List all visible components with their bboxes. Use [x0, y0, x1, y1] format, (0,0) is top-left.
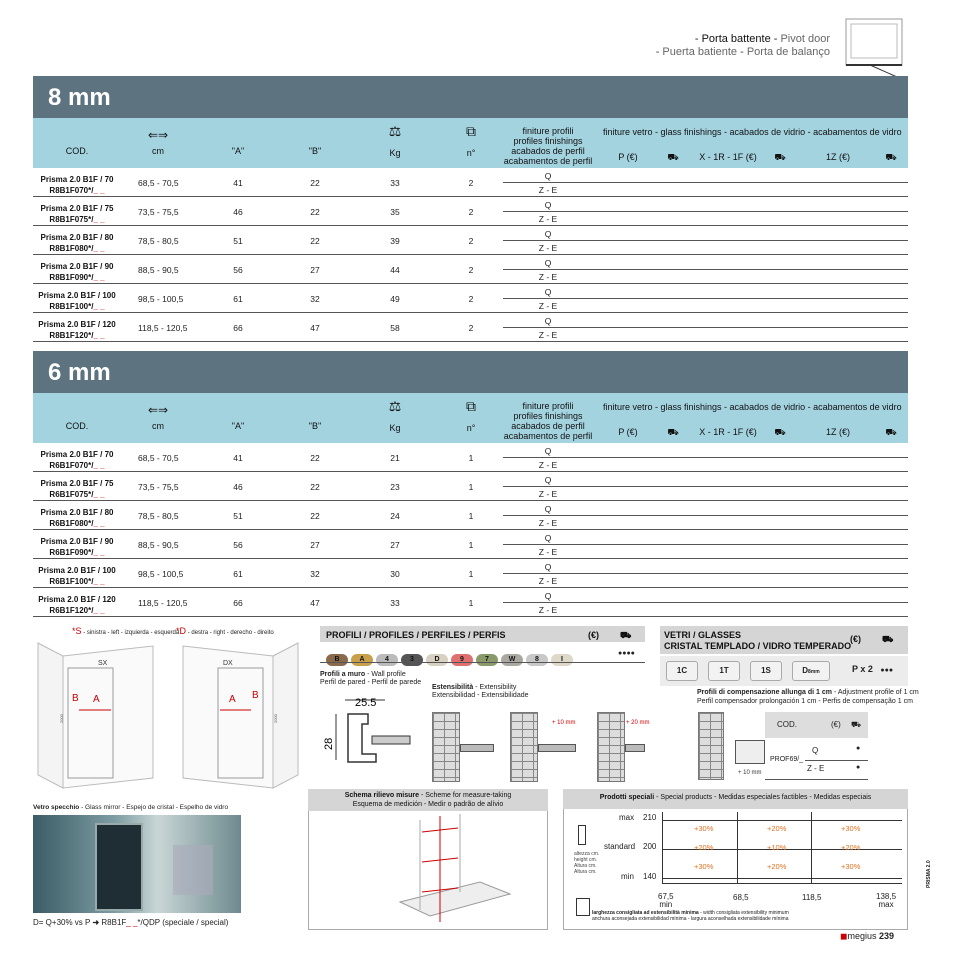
- a-label-right: A: [229, 694, 236, 705]
- cell-kg: 30: [390, 569, 400, 579]
- cell-cm: 73,5 - 75,5: [138, 207, 179, 217]
- col-n: n°: [466, 148, 476, 158]
- profile-chip: 3: [401, 654, 423, 666]
- cell-b: 22: [310, 236, 320, 246]
- truck-icon: ⛟: [667, 427, 679, 437]
- comp-table-head: COD. (€) ⛟: [765, 712, 868, 738]
- height-icon: [578, 825, 586, 845]
- truck-icon: ⛟: [885, 152, 897, 162]
- cell-cm: 78,5 - 80,5: [138, 511, 179, 521]
- finish-q: Q: [544, 229, 552, 239]
- cell-kg: 27: [390, 540, 400, 550]
- table-row: [33, 226, 908, 255]
- x-68-5: 68,5: [733, 893, 749, 902]
- profile-chip: D: [426, 654, 448, 666]
- finish-ze: Z - E: [538, 576, 558, 586]
- formula: D= Q+30% vs P ➜ R8B1F_ _*/QDP (speciale / special): [33, 918, 229, 927]
- table-row: [33, 255, 908, 284]
- finish-ze: Z - E: [538, 272, 558, 282]
- height-label-left: 2000: [59, 714, 64, 723]
- table-row: [33, 472, 908, 501]
- cell-b: 27: [310, 540, 320, 550]
- cell-b: 47: [310, 598, 320, 608]
- cell-a: 61: [233, 294, 243, 304]
- boxes-icon: ⧉: [466, 123, 476, 139]
- weight-icon: ⚖: [388, 123, 402, 139]
- finish-ze: Z - E: [538, 214, 558, 224]
- max-label: max: [619, 813, 635, 822]
- col-x: X - 1R - 1F (€): [699, 427, 757, 437]
- comp-ze: Z - E: [807, 764, 825, 773]
- cell-n: 1: [468, 482, 474, 492]
- finish-ze: Z - E: [538, 185, 558, 195]
- plus10-label: + 10 mm: [552, 720, 576, 726]
- px2-label: P x 2 ●●●: [852, 664, 894, 674]
- pct-r1-c3: +30%: [841, 824, 861, 833]
- product-code: Prisma 2.0 B1F / 75 R8B1F075*/_ _: [40, 204, 114, 224]
- finish-q: Q: [544, 533, 552, 543]
- side-label: PRISMA 2.0: [926, 860, 932, 888]
- table-header-6mm: [33, 393, 908, 443]
- cell-kg: 23: [390, 482, 400, 492]
- dim-28: 28: [323, 737, 335, 750]
- col-n: n°: [466, 423, 476, 433]
- cell-cm: 73,5 - 75,5: [138, 482, 179, 492]
- mirror-photo: [33, 815, 241, 913]
- header-line1: - Porta battente - Pivot door: [694, 33, 830, 45]
- cell-kg: 49: [390, 294, 400, 304]
- col-z: 1Z (€): [825, 152, 851, 162]
- col-x: X - 1R - 1F (€): [699, 152, 757, 162]
- comp-dot-1: ●: [856, 745, 861, 752]
- title-es: Puerta batiente: [662, 46, 738, 58]
- cell-a: 51: [233, 236, 243, 246]
- schema-drawing: [310, 812, 546, 928]
- cell-b: 27: [310, 265, 320, 275]
- col-finiture-vetro: finiture vetro - glass finishings - acabados de vidrio - acabamentos de vidro: [603, 127, 902, 137]
- truck-icon: ⛟: [885, 427, 897, 437]
- pct-r3-c1: +30%: [694, 862, 714, 871]
- title-pt: Porta de balanço: [746, 46, 830, 58]
- profile-chip: 4: [376, 654, 398, 666]
- col-cod: COD.: [65, 421, 89, 431]
- cell-b: 32: [310, 294, 320, 304]
- profile-chip: 7: [476, 654, 498, 666]
- sx-label: SX: [98, 660, 108, 667]
- profile-chip: 9: [451, 654, 473, 666]
- col-z: 1Z (€): [825, 427, 851, 437]
- special-header: Prodotti speciali - Special products - Medidas especiales factibles - Medidas especiais: [563, 789, 908, 809]
- title-en: Pivot door: [780, 33, 830, 45]
- table-header-8mm: [33, 118, 908, 168]
- pivot-door-icon: [842, 15, 908, 77]
- plus20-label: + 20 mm: [626, 720, 650, 726]
- cell-n: 1: [468, 511, 474, 521]
- s-legend: *S - sinistra - left - izquierda - esquerda: [72, 626, 180, 636]
- standard-label: standard: [604, 842, 636, 851]
- boxes-icon: ⧉: [466, 398, 476, 414]
- cell-kg: 33: [390, 178, 400, 188]
- cell-cm: 78,5 - 80,5: [138, 236, 179, 246]
- wall-drawing-2: [510, 712, 538, 782]
- glass-chip-d: D8mm: [792, 661, 830, 681]
- table-row: [33, 443, 908, 472]
- pct-r2-c3: +20%: [841, 843, 861, 852]
- vetro-caption: Vetro specchio - Glass mirror - Espejo de cristal - Espelho de vidro: [33, 804, 229, 811]
- ext-label: Estensibilità - Extensibility Extensibilidad - Extensibilidade: [432, 684, 529, 699]
- cell-b: 47: [310, 323, 320, 333]
- cell-n: 1: [468, 598, 474, 608]
- table-8mm: [33, 168, 908, 342]
- product-code: Prisma 2.0 B1F / 75 R6B1F075*/_ _: [40, 479, 114, 499]
- x-138-5: 138,5 max: [876, 892, 897, 909]
- table-row: [33, 501, 908, 530]
- finish-q: Q: [544, 171, 552, 181]
- cell-a: 51: [233, 511, 243, 521]
- cell-cm: 118,5 - 120,5: [138, 598, 188, 608]
- truck-icon: ⛟: [667, 152, 679, 162]
- finish-q: Q: [544, 258, 552, 268]
- b-label-right: B: [252, 690, 259, 701]
- profili-header: PROFILI / PROFILES / PERFILES / PERFIS (€) ⛟: [320, 626, 645, 642]
- finish-q: Q: [544, 200, 552, 210]
- product-code: Prisma 2.0 B1F / 80 R8B1F080*/_ _: [40, 233, 114, 253]
- finish-ze: Z - E: [538, 301, 558, 311]
- cell-kg: 35: [390, 207, 400, 217]
- finish-q: Q: [544, 475, 552, 485]
- table-row: [33, 313, 908, 342]
- wall-drawing-3: [597, 712, 625, 782]
- page-number: 239: [879, 931, 895, 941]
- max-value: 210: [643, 813, 657, 822]
- product-code: Prisma 2.0 B1F / 100 R8B1F100*/_ _: [38, 291, 116, 311]
- door-diagram: [33, 638, 303, 798]
- cell-a: 41: [233, 178, 243, 188]
- pct-r2-c2: +10%: [767, 843, 787, 852]
- table-row: [33, 559, 908, 588]
- cell-n: 2: [468, 265, 474, 275]
- cell-cm: 88,5 - 90,5: [138, 540, 179, 550]
- cell-a: 46: [233, 482, 243, 492]
- profile-section-drawing: [320, 692, 420, 782]
- cell-b: 22: [310, 207, 320, 217]
- cell-cm: 88,5 - 90,5: [138, 265, 179, 275]
- profile-dots: ●●●●: [618, 650, 635, 657]
- comp-plus10: + 10 mm: [738, 770, 762, 776]
- cell-kg: 24: [390, 511, 400, 521]
- dim-25-5: 25.5: [355, 697, 377, 709]
- profile-chip: A: [351, 654, 373, 666]
- glass-chip-1t: 1T: [708, 661, 740, 681]
- dx-label: DX: [223, 660, 233, 667]
- product-code: Prisma 2.0 B1F / 70 R6B1F070*/_ _: [40, 450, 114, 470]
- col-b: "B": [308, 146, 322, 156]
- profile-chip: B: [326, 654, 348, 666]
- cell-n: 1: [468, 453, 474, 463]
- cell-b: 32: [310, 569, 320, 579]
- col-cod: COD.: [65, 146, 89, 156]
- width-arrows-icon: ⇐⇒: [147, 128, 169, 142]
- a-label-left: A: [93, 694, 100, 705]
- title-it: Porta battente: [701, 33, 771, 45]
- profile-chip: 8: [526, 654, 548, 666]
- wall-profile-label: Profili a muro - Wall profile Perfil de pared - Perfil de parede: [320, 671, 422, 686]
- finish-q: Q: [544, 316, 552, 326]
- product-code: Prisma 2.0 B1F / 100 R6B1F100*/_ _: [38, 566, 116, 586]
- col-finiture-profili: finiture profili profiles finishings acabados de perfil acabamentos de perfil: [503, 126, 593, 166]
- height-label-right: 2000: [273, 714, 278, 723]
- cell-b: 22: [310, 178, 320, 188]
- cell-n: 2: [468, 323, 474, 333]
- cell-kg: 44: [390, 265, 400, 275]
- col-p: P (€): [618, 152, 638, 162]
- cell-cm: 98,5 - 100,5: [138, 569, 184, 579]
- cell-a: 56: [233, 540, 243, 550]
- finish-q: Q: [544, 591, 552, 601]
- finish-ze: Z - E: [538, 518, 558, 528]
- header-line2: - Puerta batiente - Porta de balanço: [655, 46, 830, 58]
- table-row: [33, 530, 908, 559]
- finish-q: Q: [544, 446, 552, 456]
- pct-r3-c3: +30%: [841, 862, 861, 871]
- width-icon: [576, 898, 590, 916]
- product-code: Prisma 2.0 B1F / 120 R6B1F120*/_ _: [38, 595, 116, 615]
- cell-a: 61: [233, 569, 243, 579]
- x-118-5: 118,5: [802, 893, 822, 902]
- col-cm: cm: [152, 146, 164, 156]
- table-row: [33, 588, 908, 617]
- width-caption: larghezza consigliata ad estensibilità minima - width consigliata extensibility minimum anchura aconsejada extensibilidad mínima - largura aconselhada extensibilidade mínima: [592, 910, 789, 922]
- footer: ◼megius 239: [840, 931, 895, 941]
- b-label-left: B: [72, 693, 79, 704]
- col-b: "B": [308, 421, 322, 431]
- cell-n: 2: [468, 178, 474, 188]
- brand: megius: [847, 931, 877, 941]
- pct-r1-c2: +20%: [767, 824, 787, 833]
- col-a: "A": [231, 421, 245, 431]
- table-6mm: [33, 443, 908, 617]
- table-row: [33, 168, 908, 197]
- cell-b: 22: [310, 511, 320, 521]
- glass-chip-1c: 1C: [666, 661, 698, 681]
- weight-icon: ⚖: [388, 398, 402, 414]
- cell-n: 1: [468, 540, 474, 550]
- cell-cm: 68,5 - 70,5: [138, 178, 179, 188]
- truck-icon: ⛟: [774, 427, 786, 437]
- product-code: Prisma 2.0 B1F / 80 R6B1F080*/_ _: [40, 508, 114, 528]
- cell-b: 22: [310, 453, 320, 463]
- cell-n: 1: [468, 569, 474, 579]
- profile-chip: I: [551, 654, 573, 666]
- product-code: Prisma 2.0 B1F / 90 R6B1F090*/_ _: [40, 537, 114, 557]
- width-arrows-icon: ⇐⇒: [147, 403, 169, 417]
- finish-ze: Z - E: [538, 243, 558, 253]
- schema-header: Schema rilievo misure - Scheme for measure-taking Esquema de medición - Medir o padrão de alívio: [308, 789, 548, 811]
- finish-ze: Z - E: [538, 489, 558, 499]
- min-label: min: [621, 872, 634, 881]
- cell-b: 22: [310, 482, 320, 492]
- cell-a: 56: [233, 265, 243, 275]
- col-finiture-vetro: finiture vetro - glass finishings - acabados de vidrio - acabamentos de vidro: [603, 402, 902, 412]
- vetri-header: VETRI / GLASSES CRISTAL TEMPLADO / VIDRO TEMPERADO (€) ⛟: [660, 626, 908, 654]
- glass-chip-1s: 1S: [750, 661, 782, 681]
- standard-value: 200: [643, 842, 657, 851]
- table-row: [33, 284, 908, 313]
- finish-ze: Z - E: [538, 605, 558, 615]
- comp-q: Q: [812, 746, 819, 755]
- height-caption: altezza cm. height cm. Altura cm. Altura cm.: [574, 851, 600, 875]
- cell-n: 2: [468, 294, 474, 304]
- col-cm: cm: [152, 421, 164, 431]
- cell-a: 41: [233, 453, 243, 463]
- cell-cm: 118,5 - 120,5: [138, 323, 188, 333]
- cell-cm: 98,5 - 100,5: [138, 294, 184, 304]
- comp-dot-2: ●: [856, 764, 861, 771]
- cell-kg: 33: [390, 598, 400, 608]
- pct-r3-c2: +20%: [767, 862, 787, 871]
- table-row: [33, 197, 908, 226]
- cell-a: 46: [233, 207, 243, 217]
- product-code: Prisma 2.0 B1F / 70 R8B1F070*/_ _: [40, 175, 114, 195]
- wall-drawing-4: [698, 712, 724, 780]
- col-kg: Kg: [389, 423, 401, 433]
- cell-kg: 21: [390, 453, 400, 463]
- pct-r1-c1: +30%: [694, 824, 714, 833]
- profile-chips: [326, 648, 576, 666]
- truck-icon: ⛟: [774, 152, 786, 162]
- finish-ze: Z - E: [538, 547, 558, 557]
- section-8mm-title: 8 mm: [33, 76, 908, 118]
- cell-n: 2: [468, 236, 474, 246]
- col-finiture-profili: finiture profili profiles finishings acabados de perfil acabamentos de perfil: [503, 401, 593, 441]
- d-legend: *D - destra - right - derecho - direito: [176, 626, 274, 636]
- section-6mm-title: 6 mm: [33, 351, 908, 393]
- cell-kg: 58: [390, 323, 400, 333]
- col-kg: Kg: [389, 148, 401, 158]
- finish-ze: Z - E: [538, 330, 558, 340]
- product-code: Prisma 2.0 B1F / 90 R8B1F090*/_ _: [40, 262, 114, 282]
- cell-kg: 39: [390, 236, 400, 246]
- prof69-code: PROF69/_: [770, 756, 804, 763]
- product-code: Prisma 2.0 B1F / 120 R8B1F120*/_ _: [38, 320, 116, 340]
- finish-q: Q: [544, 504, 552, 514]
- col-p: P (€): [618, 427, 638, 437]
- pct-r2-c1: +20%: [694, 843, 714, 852]
- min-value: 140: [643, 872, 657, 881]
- cell-a: 66: [233, 323, 243, 333]
- x-67-5: 67,5 min: [658, 892, 674, 909]
- wall-drawing-1: [432, 712, 460, 782]
- finish-q: Q: [544, 287, 552, 297]
- cell-a: 66: [233, 598, 243, 608]
- profile-chip: W: [501, 654, 523, 666]
- cell-cm: 68,5 - 70,5: [138, 453, 179, 463]
- finish-ze: Z - E: [538, 460, 558, 470]
- col-a: "A": [231, 146, 245, 156]
- cell-n: 2: [468, 207, 474, 217]
- finish-q: Q: [544, 562, 552, 572]
- compensation-label: Profili di compensazione allunga di 1 cm - Adjustment profile of 1 cm Perfil compensador prolongación 1 cm - Perfis de compensação 1 cm: [697, 689, 919, 705]
